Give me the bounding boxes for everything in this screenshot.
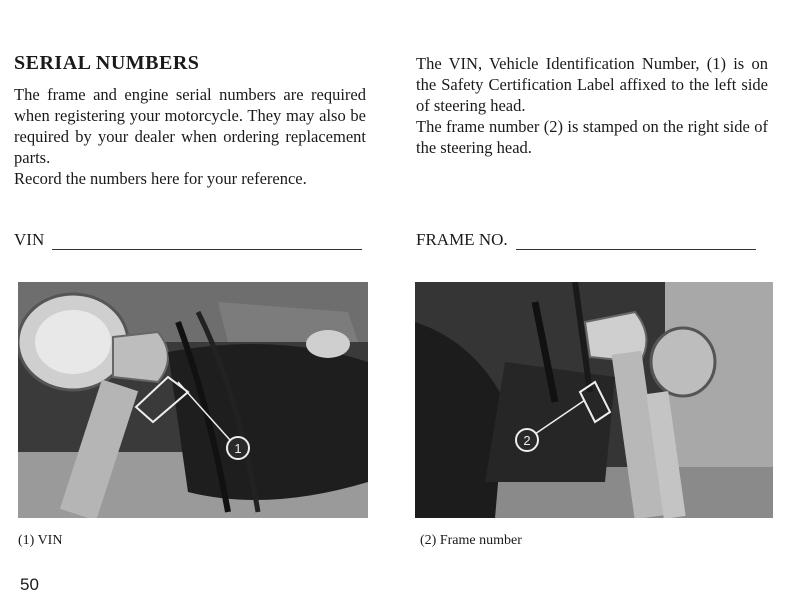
- right-paragraph-1: The VIN, Vehicle Identification Number, (1) is on the Safety Certification Label affixed to the left side of steering head.: [416, 54, 768, 115]
- vin-location-photo: [18, 282, 368, 518]
- right-paragraph-2: The frame number (2) is stamped on the right side of the steering head.: [416, 117, 768, 157]
- frame-number-blank-line: [516, 235, 756, 250]
- vin-photo-illustration: [18, 282, 368, 518]
- frame-number-photo-caption: (2) Frame number: [420, 533, 522, 548]
- vin-label: VIN: [14, 230, 45, 249]
- frame-photo-illustration: [415, 282, 773, 518]
- vin-callout-number: 1: [234, 441, 242, 456]
- section-heading: SERIAL NUMBERS: [14, 52, 200, 74]
- frame-number-record-field: [416, 230, 756, 250]
- vin-photo-caption: (1) VIN: [18, 533, 63, 548]
- vin-blank-line: [52, 235, 362, 250]
- left-paragraph-2: Record the numbers here for your reference.: [14, 169, 307, 188]
- left-paragraph-1: The frame and engine serial numbers are required when registering your motorcycle. They may also be required by your dealer when ordering replacement parts.: [14, 85, 366, 167]
- frame-number-callout-number: 2: [523, 433, 531, 448]
- frame-number-label: FRAME NO.: [416, 230, 508, 249]
- vin-record-field: [14, 230, 362, 250]
- frame-number-location-photo: [415, 282, 773, 518]
- page-number: 50: [20, 575, 39, 594]
